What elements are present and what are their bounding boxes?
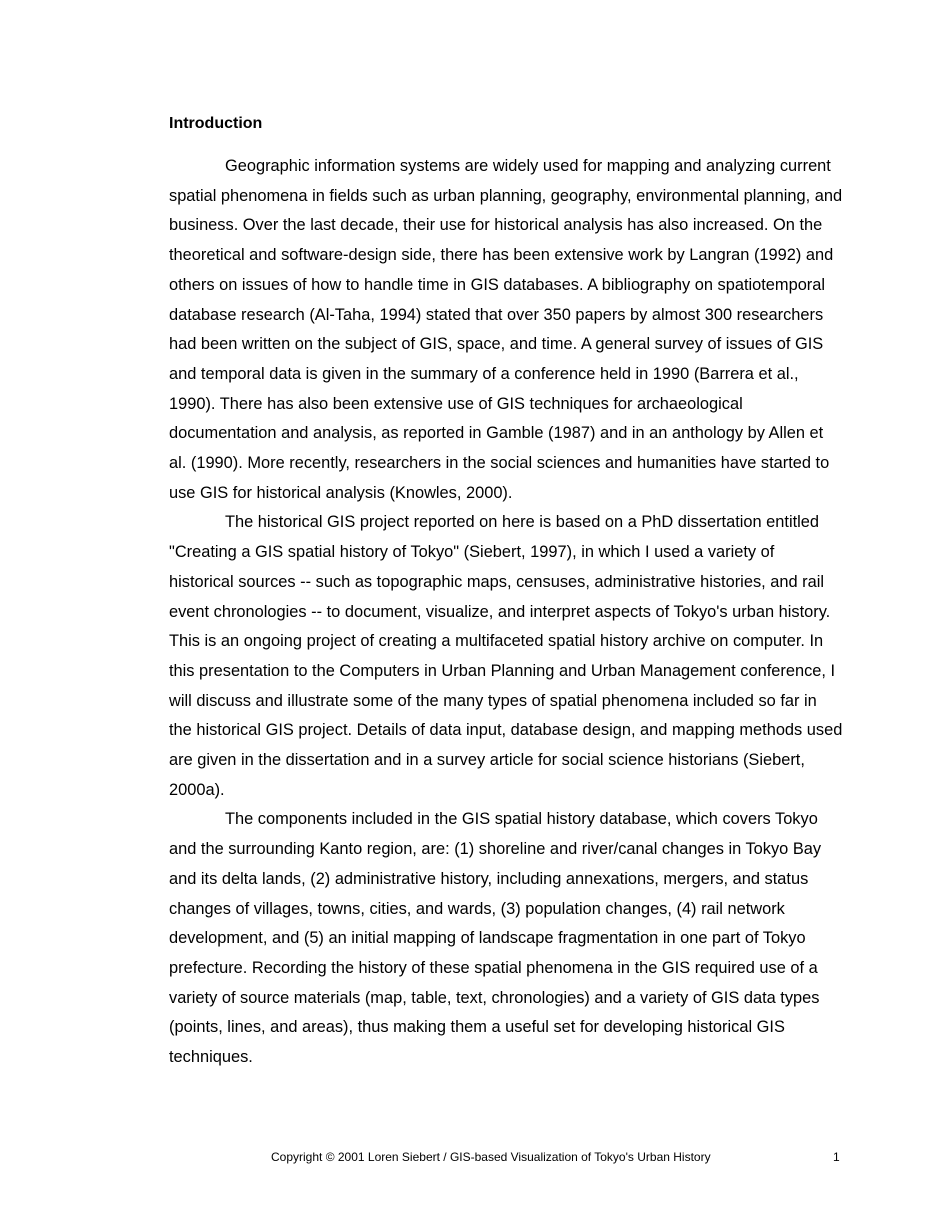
paragraph-2: The historical GIS project reported on here is based on a PhD dissertation entitled "Creating a GIS spatial history of Tokyo" (Siebert, 1997), in which I used a variety of historical sources -- such as topographic maps, censuses, administrative histories, and rail event chronologies -- to document, visualize, and interpret aspects of Tokyo's urban history. This is an ongoing project of creating a multifaceted spatial history archive on computer. In this presentation to the Computers in Urban Planning and Urban Management conference, I will discuss and illustrate some of the many types of spatial phenomena included so far in the historical GIS project. Details of data input, database design, and mapping methods used are given in the dissertation and in a survey article for social science historians (Siebert, 2000a). xyxy=(169,513,843,799)
paragraph-1: Geographic information systems are widely used for mapping and analyzing current spatial phenomena in fields such as urban planning, geography, environmental planning, and business. Over the last decade, their use for historical analysis has also increased. On the theoretical and software-design side, there has been extensive work by Langran (1992) and others on issues of how to handle time in GIS databases. A bibliography on spatiotemporal database research (Al-Taha, 1994) stated that over 350 papers by almost 300 researchers had been written on the subject of GIS, space, and time. A general survey of issues of GIS and temporal data is given in the summary of a conference held in 1990 (Barrera et al., 1990). There has also been extensive use of GIS techniques for archaeological documentation and analysis, as reported in Gamble (1987) and in an anthology by Allen et al. (1990). More recently, researchers in the social sciences and humanities have started to use GIS for historical analysis (Knowles, 2000). xyxy=(169,157,843,502)
page-number: 1 xyxy=(833,1150,840,1164)
page-footer xyxy=(0,1149,952,1167)
section-heading: Introduction xyxy=(169,115,263,132)
main-content xyxy=(169,112,843,1073)
footer-copyright: Copyright © 2001 Loren Siebert / GIS-based Visualization of Tokyo's Urban History xyxy=(271,1150,711,1164)
paragraph-3: The components included in the GIS spatial history database, which covers Tokyo and the surrounding Kanto region, are: (1) shoreline and river/canal changes in Tokyo Bay and its delta lands, (2) administrative history, including annexations, mergers, and status changes of villages, towns, cities, and wards, (3) population changes, (4) rail network development, and (5) an initial mapping of landscape fragmentation in one part of Tokyo prefecture. Recording the history of these spatial phenomena in the GIS required use of a variety of source materials (map, table, text, chronologies) and a variety of GIS data types (points, lines, and areas), thus making them a useful set for developing historical GIS techniques. xyxy=(169,810,822,1067)
